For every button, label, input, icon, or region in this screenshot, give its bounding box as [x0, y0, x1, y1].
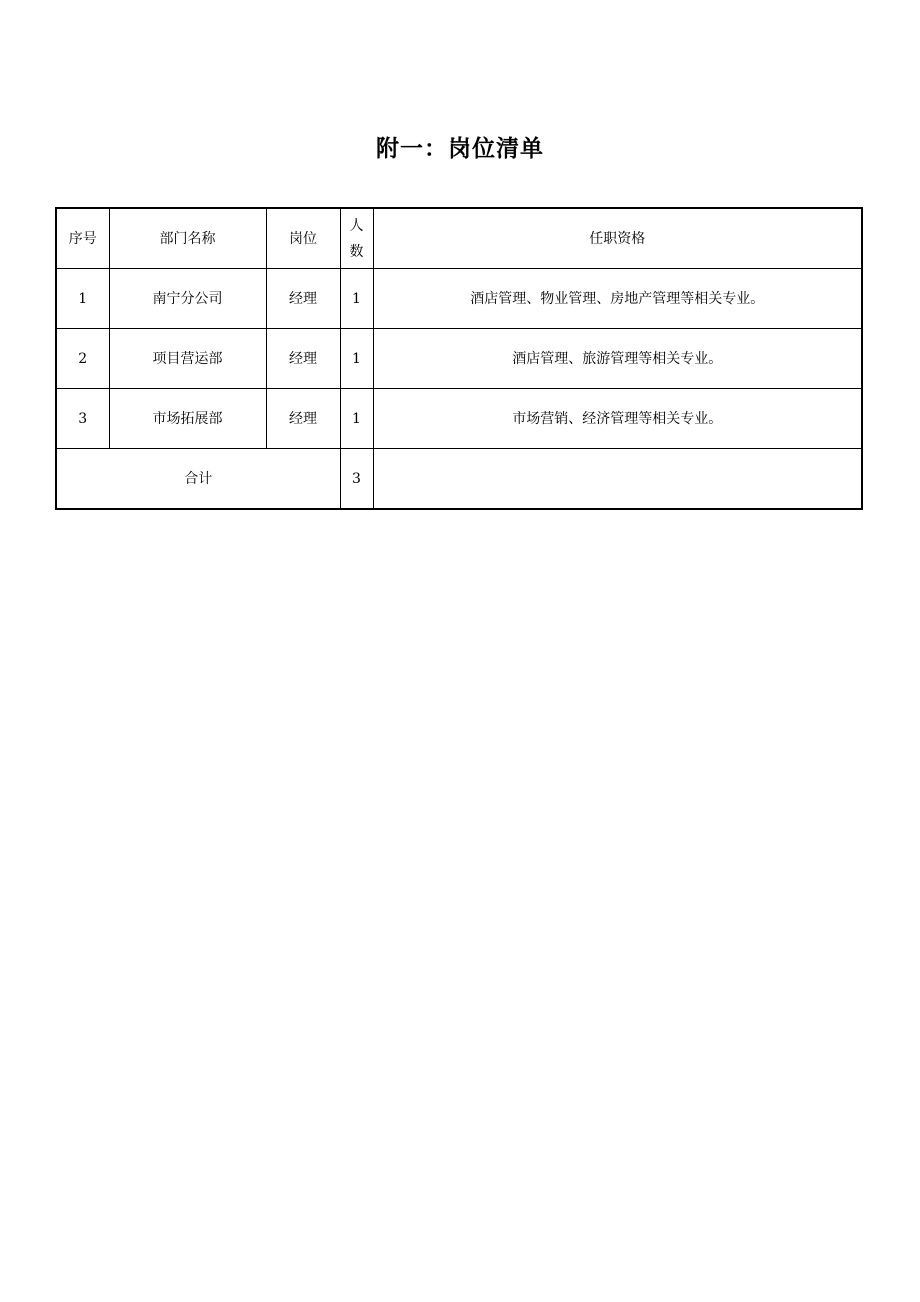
table-row [56, 269, 862, 329]
cell-seq: 1 [56, 269, 109, 329]
cell-post: 经理 [266, 389, 340, 449]
header-seq: 序号 [56, 208, 109, 269]
positions-table [55, 207, 863, 510]
cell-post: 经理 [266, 329, 340, 389]
header-count-line1: 人 [349, 217, 364, 234]
cell-qualification: 酒店管理、物业管理、房地产管理等相关专业。 [373, 269, 862, 329]
header-count [340, 208, 373, 269]
cell-seq: 2 [56, 329, 109, 389]
header-dept: 部门名称 [109, 208, 266, 269]
cell-count: 1 [340, 329, 373, 389]
total-count: 3 [340, 449, 373, 510]
cell-qualification: 市场营销、经济管理等相关专业。 [373, 389, 862, 449]
total-label: 合计 [56, 449, 340, 510]
table-total-row [56, 449, 862, 510]
cell-count: 1 [340, 269, 373, 329]
cell-dept: 市场拓展部 [109, 389, 266, 449]
cell-dept: 南宁分公司 [109, 269, 266, 329]
total-qualification [373, 449, 862, 510]
table-row [56, 389, 862, 449]
table-header-row [56, 208, 862, 269]
cell-dept: 项目营运部 [109, 329, 266, 389]
cell-post: 经理 [266, 269, 340, 329]
header-qualification: 任职资格 [373, 208, 862, 269]
table-row [56, 329, 862, 389]
cell-count: 1 [340, 389, 373, 449]
cell-seq: 3 [56, 389, 109, 449]
header-count-line2: 数 [349, 243, 364, 260]
cell-qualification: 酒店管理、旅游管理等相关专业。 [373, 329, 862, 389]
page-title: 附一：岗位清单 [376, 136, 544, 162]
header-post: 岗位 [266, 208, 340, 269]
